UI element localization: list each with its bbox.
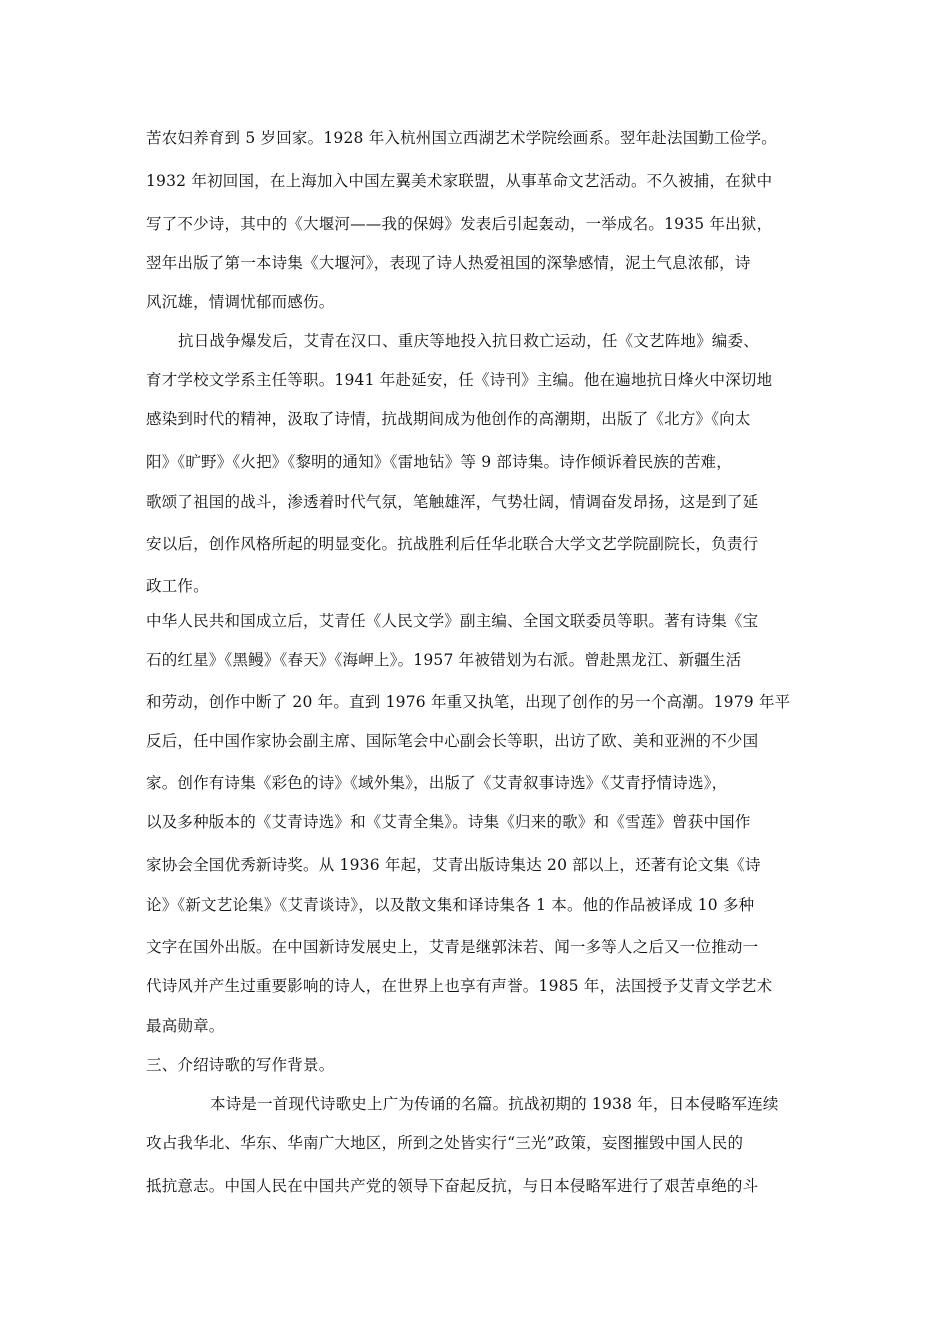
- text-line: 代诗风并产生过重要影响的诗人，在世界上也享有声誉。1985 年，法国授予艾青文学艺术: [146, 977, 773, 995]
- text-line: 抵抗意志。中国人民在中国共产党的领导下奋起反抗，与日本侵略军进行了艰苦卓绝的斗: [146, 1177, 759, 1195]
- text-line: 家协会全国优秀新诗奖。从 1936 年起，艾青出版诗集达 20 部以上，还著有论文集《诗: [146, 856, 761, 874]
- text-line: 抗日战争爆发后，艾青在汉口、重庆等地投入抗日救亡运动，任《文艺阵地》编委、: [178, 332, 759, 350]
- text-line: 石的红星》《黑鳗》《春天》《海岬上》。1957 年被错划为右派。曾赴黑龙江、新疆生活: [146, 651, 742, 669]
- text-line: 歌颂了祖国的战斗，渗透着时代气氛，笔触雄浑，气势壮阔，情调奋发昂扬，这是到了延: [146, 493, 759, 511]
- text-line: 感染到时代的精神，汲取了诗情，抗战期间成为他创作的高潮期，出版了《北方》《向太: [146, 410, 751, 428]
- section-heading: 三、介绍诗歌的写作背景。: [146, 1056, 335, 1074]
- text-line: 家。创作有诗集《彩色的诗》《域外集》，出版了《艾青叙事诗选》《艾青抒情诗选》，: [146, 774, 728, 792]
- text-line: 写了不少诗，其中的《大堰河——我的保姆》发表后引起轰动，一举成名。1935 年出狱，: [146, 215, 773, 233]
- text-line: 阳》《旷野》《火把》《黎明的通知》《雷地钻》等 9 部诗集。诗作倾诉着民族的苦难，: [146, 453, 732, 471]
- text-line: 翌年出版了第一本诗集《大堰河》，表现了诗人热爱祖国的深挚感情，泥土气息浓郁，诗: [146, 254, 751, 272]
- text-line: 文字在国外出版。在中国新诗发展史上，艾青是继郭沫若、闻一多等人之后又一位推动一: [146, 938, 759, 956]
- text-line: 苦农妇养育到 5 岁回家。1928 年入杭州国立西湖艺术学院绘画系。翌年赴法国勤工俭学。: [146, 129, 777, 147]
- text-line: 育才学校文学系主任等职。1941 年赴延安，任《诗刊》主编。他在遍地抗日烽火中深切地: [146, 371, 773, 389]
- text-line: 和劳动，创作中断了 20 年。直到 1976 年重又执笔，出现了创作的另一个高潮。1979 年平: [146, 693, 791, 711]
- text-line: 风沉雄，情调忧郁而感伤。: [146, 293, 335, 311]
- text-line: 中华人民共和国成立后，艾青任《人民文学》副主编、全国文联委员等职。著有诗集《宝: [146, 612, 759, 630]
- text-line: 反后，任中国作家协会副主席、国际笔会中心副会长等职，出访了欧、美和亚洲的不少国: [146, 732, 759, 750]
- text-line: 攻占我华北、华东、华南广大地区，所到之处皆实行“三光”政策，妄图摧毁中国人民的: [146, 1134, 744, 1152]
- text-line: 以及多种版本的《艾青诗选》和《艾青全集》。诗集《归来的歌》和《雪莲》曾获中国作: [146, 813, 751, 831]
- text-line: 本诗是一首现代诗歌史上广为传诵的名篇。抗战初期的 1938 年，日本侵略军连续: [210, 1095, 779, 1113]
- text-line: 最高勋章。: [146, 1017, 225, 1035]
- text-line: 1932 年初回国，在上海加入中国左翼美术家联盟，从事革命文艺活动。不久被捕，在狱中: [146, 172, 773, 190]
- text-line: 政工作。: [146, 577, 209, 595]
- text-line: 论》《新文艺论集》《艾青谈诗》，以及散文集和译诗集各 1 本。他的作品被译成 10 多种: [146, 896, 755, 914]
- text-line: 安以后，创作风格所起的明显变化。抗战胜利后任华北联合大学文艺学院副院长，负责行: [146, 535, 759, 553]
